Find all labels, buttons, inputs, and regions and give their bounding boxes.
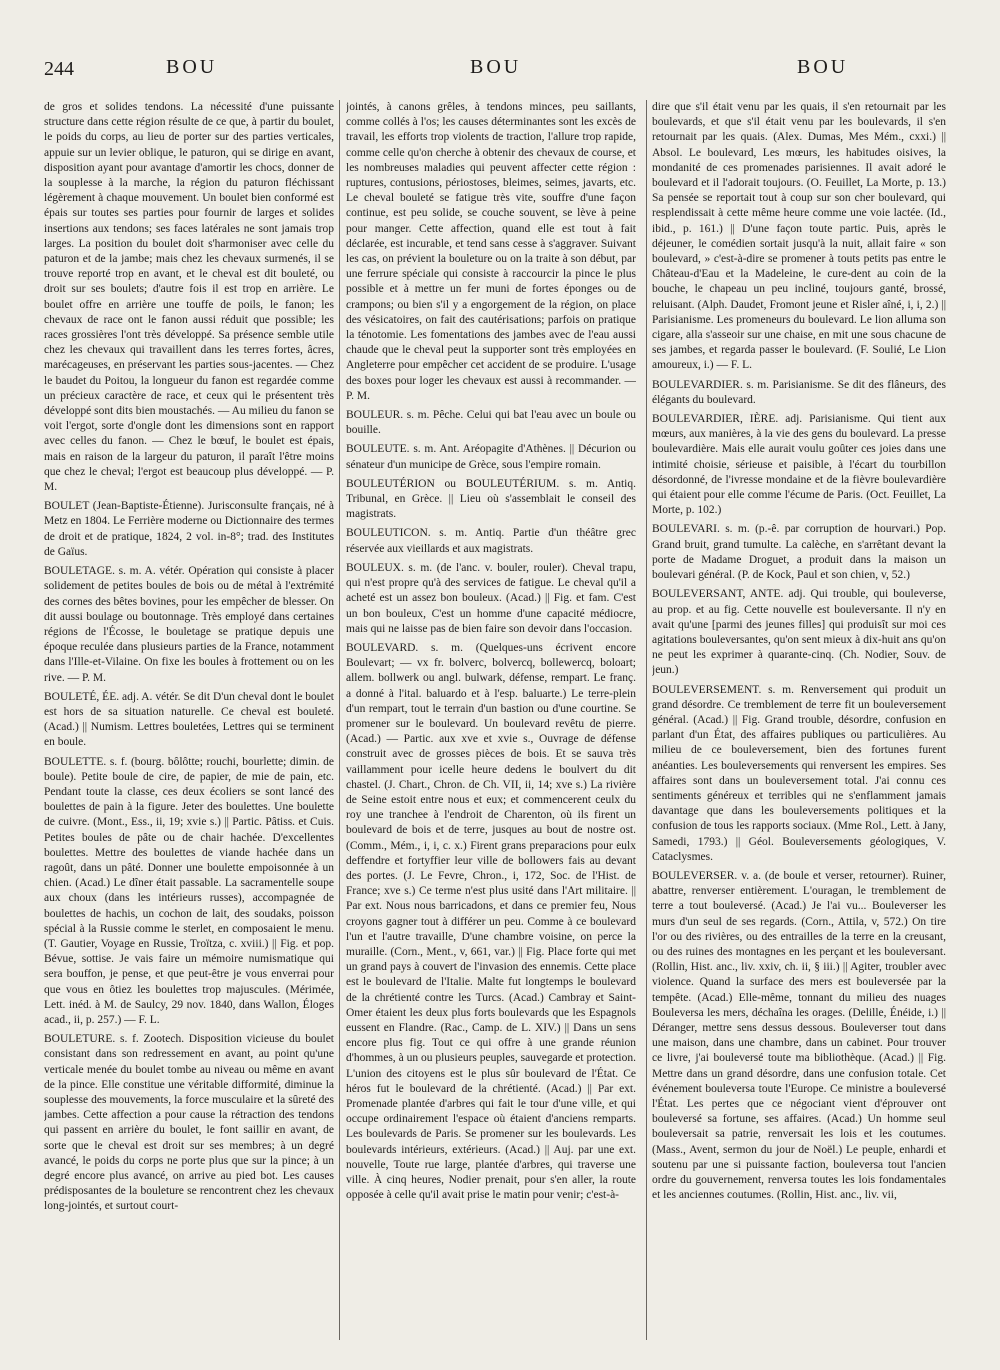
entry-bouleuticon: BOULEUTICON. s. m. Antiq. Partie d'un théâtre grec réservée aux vieillards et aux magistrats. bbox=[346, 527, 636, 555]
entry-bouleute: BOULEUTE. s. m. Ant. Aréopagite d'Athènes. || Décurion ou sénateur d'un municipe de Grèce, sous l'empire romain. bbox=[346, 443, 636, 471]
entry-boulevardier-adj: BOULEVARDIER, IÈRE. adj. Parisianisme. Qui tient aux mœurs, aux manières, à la vie des gens du boulevard. La presse boulevardière. Mais elle aurait voulu goûter ces joies dans une intimité choisie, sérieuse et paisible, à l'écart du tourbillon désordonné, de l'ivresse mondaine et de la fièvre boulevardière qui étaient pour elle comme l'écume de Paris. (Oct. Feuillet, La Morte, p. 102.) bbox=[652, 413, 946, 517]
text-column-2 bbox=[346, 100, 636, 1362]
entry-bouleversant: BOULEVERSANT, ANTE. adj. Qui trouble, qui bouleverse, au prop. et au fig. Cette nouvelle est bouleversante. Il n'y en avait qu'une [parmi des jeunes filles] qui produisît sur moi ces agitations bouleversantes, qu'on sent mieux à dix-huit ans qu'on ne peut les exprimer à quarante-cinq. (Ch. Nodier, Souv. de jeun.) bbox=[652, 588, 946, 677]
entry-boulete: BOULETÉ, ÉE. adj. A. vétér. Se dit D'un cheval dont le boulet est hors de sa situation naturelle. Ce cheval est bouleté. (Acad.) || Numism. Lettres bouletées, Lettres qui se terminent en boule. bbox=[44, 690, 334, 749]
text-column-1 bbox=[44, 100, 334, 1362]
paragraph: jointés, à canons grêles, à tendons minces, peu saillants, comme collés à l'os; les causes déterminantes sont les excès de travail, les efforts trop violents de traction, l'allure trop rapide, comme celle qu'on cherche à obtenir des chevaux de course, et les nombreuses maladies qui peuvent affecter cette région : ruptures, contusions, périostoses, bleimes, seimes, javarts, etc. Le cheval bouleté se fatigue très vite, souffre d'une façon continue, est peu solide, se couche souvent, se lève à peine pour manger. Cette affection, quand elle est tout à fait déclarée, est incurable, et tend sans cesse à s'aggraver. Suivant les cas, on prévient la bouleture ou on la traite à son début, par une ferrure spéciale qui consiste à raccourcir la pince le plus possible et à mettre un fer muni de fortes éponges ou de crampons; ou bien s'il y a engorgement de la région, on place des vésicatoires, on fait des cautérisations; parfois on pratique la ténotomie. Les fomentations des jambes avec de l'eau aussi chaude que le cheval peut la supporter sont très employées en Angleterre pour empêcher cet accident de se produire. L'usage des boxes pour loger les chevaux est aussi à recommander. — P. M. bbox=[346, 101, 636, 402]
running-header bbox=[0, 52, 1000, 92]
column-divider bbox=[646, 100, 647, 1340]
entry-boulette: BOULETTE. s. f. (bourg. bôlôtte; rouchi, bourlette; dimin. de boule). Petite boule de cire, de papier, de mie de pain, etc. Pendant toute la classe, ces deux écoliers se sont lancé des boulettes de pain à la figure. Jeter des boulettes. Une boulette de cuivre. (Mont., Ess., ii, 19; xvie s.) || Partic. Pâtiss. et Cuis. Petites boules de pâte ou de chair hachée. D'excellentes boulettes. Mettre des boulettes de viande hachée dans un ragoût, dans un pâté. Donner une boulette empoisonnée à un chien. (Acad.) Le dîner était passable. La sacramentelle soupe aux choux (dans les intérieurs russes), accompagnée de boulettes de hachis, un cochon de lait, des soudaks, poisson spécial à la Russie comme le sterlet, en composaient le menu. (T. Gautier, Voyage en Russie, Troïtza, c. xviii.) || Fig. et pop. Bévue, sottise. Je vais faire un mémoire numismatique qui sera bouffon, je pense, et que peut-être je vous enverrai pour que vous en ôtiez les boulettes trop majuscules. (Mérimée, Lett. inéd. à M. de Saulcy, 29 nov. 1840, dans Wallon, Éloges acad., ii, p. 257.) — F. L. bbox=[44, 755, 334, 1026]
entry-bouletage: BOULETAGE. s. m. A. vétér. Opération qui consiste à placer solidement de petites boules de bois ou de métal à l'extrémité des cornes des bêtes bovines, pour les empêcher de blesser. On dit aussi boulage ou boutonnage. Très employé dans certaines régions de l'Écosse, le bouletage se pratique depuis une époque reculée dans plusieurs parties de la France, notamment dans l'Ille-et-Vilaine. On fixe les boules à frottement ou on les rive. — P. M. bbox=[44, 565, 334, 684]
entry-boulevardier-sm: BOULEVARDIER. s. m. Parisianisme. Se dit des flâneurs, des élégants du boulevard. bbox=[652, 378, 946, 406]
text-column-3 bbox=[652, 100, 946, 1362]
entry-bouleuterion: BOULEUTÉRION ou BOULEUTÉRIUM. s. m. Antiq. Tribunal, en Grèce. || Lieu où s'assemblait le conseil des magistrats. bbox=[346, 477, 636, 521]
entry-bouleux: BOULEUX. s. m. (de l'anc. v. bouler, rouler). Cheval trapu, qui n'est propre qu'à des services de fatigue. Le cheval qu'il a acheté est un assez bon bouleux. (Acad.) || Fig. et fam. C'est un bon bouleux, C'est un homme d'une capacité médiocre, mais qui ne laisse pas de bien faire son devoir dans l'occasion. bbox=[346, 561, 636, 635]
running-head-center: BOU bbox=[470, 56, 522, 78]
entry-bouleversement: BOULEVERSEMENT. s. m. Renversement qui produit un grand désordre. Ce tremblement de terre fit un bouleversement général. (Acad.) || Fig. Grand trouble, désordre, confusion en parlant d'un État, des affaires publiques ou particulières. Au milieu de ce bouleversement, bien des fortunes furent anéanties. Les bouleversements qui renversent les empires. Ses affaires sont dans un bouleversement total. J'ai connu ces sentiments généreux et terribles qui ne s'enflamment jamais davantage que dans les bouleversements politiques et la confusion de tous les rapports sociaux. (Mme Rol., Lett. à Jany, Samedi, 1793.) || Géol. Bouleversements géologiques, V. Cataclysmes. bbox=[652, 683, 946, 863]
running-head-left: BOU bbox=[166, 56, 218, 78]
entry-bouleur: BOULEUR. s. m. Pêche. Celui qui bat l'eau avec un boule ou bouille. bbox=[346, 409, 636, 437]
column-divider bbox=[339, 100, 340, 1340]
entry-boulet-jb: BOULET (Jean-Baptiste-Étienne). Jurisconsulte français, né à Metz en 1804. Le Ferrière moderne ou Dictionnaire des termes de droit et de pratique, 1824, 2 vol. in-8°; trad. des Institutes de Gaïus. bbox=[44, 500, 334, 558]
paragraph: dire que s'il était venu par les quais, il s'en retournait par les boulevards, et que s'il était venu par les boulevards, il s'en retournait par les quais. (Alex. Dumas, Mes Mém., cxxi.) || Absol. Le boulevard, Les mœurs, les habitudes oisives, la mondanité de ces promenades parisiennes. Il avait adoré le boulevard et il l'adorait toujours. (O. Feuillet, La Morte, p. 13.) Sa pensée se reportait tout à coup sur son cher boulevard, qui resplendissait à cette même heure comme une voie lactée. (Id., ibid., p. 161.) || D'une façon toute partic. Puis, après le déjeuner, le comédien sortait jusqu'à la nuit, allait faire « son boulevard, » c'est-à-dire se promener à touts petits pas entre le Château-d'Eau et la Madeleine, le cure-dent au coin de la bouche, le chapeau un peu incliné, toujours ganté, brossé, reluisant. (Alph. Daudet, Fromont jeune et Risler aîné, i, i, 2.) || Parisianisme. Les promeneurs du boulevard. Le lion alluma son cigare, alla s'asseoir sur une chaise, en mit une sous chacune de ses jambes, et regarda passer le boulevard. (F. Soulié, Le Lion amoureux, i.) — F. L. bbox=[652, 101, 946, 372]
entry-boulevard: BOULEVARD. s. m. (Quelques-uns écrivent encore Boulevart; — vx fr. bolverc, bolvercq, bollewercq, boloart; allem. bollwerk ou angl. bulwark, défense, rempart. Le franç. a donné à l'ital. baluardo et à l'esp. baluarte.) Le terre-plein d'un rempart, tout le terrain d'un bastion ou d'une courtine. Se promener sur le boulevard. Un boulevard revêtu de pierre. (Acad.) — Partic. aux xve et xvie s., Ouvrage de défense construit avec de grosses pièces de bois. Et se sauva très vaillamment pour icelle heure dedens le boulvert du dit chastel. (J. Chart., Chron. de Ch. VII, ii, 14; xve s.) La rivière de Seine estoit entre nous et eux; et commencerent ceulx du roy une tranchee à l'endroit de Charenton, où ils firent un boulevard de bois et de terre, jusques au bout de nostre ost. (Comm., Mém., i, i, c. x.) Firent grans preparacions pour eulx deffendre et fortyffier leur ville de bollowers fais au devant des portes. (J. Le Fevre, Chron., i, 172, Soc. de l'Hist. de France; xve s.) Ce terme n'est plus usité dans l'Art militaire. || Par ext. Nous nous barricadons, et dans ce premier feu, Nous croyons gagner tout à différer un peu. Comme à ce boulevard l'un et l'autre travaille, D'une chambre voisine, on perce la muraille. (Corn., Ment., v, 661, var.) || Fig. Place forte qui met un grand pays à couvert de l'invasion des ennemis. Cette place est le boulevard de l'Italie. Malte fut longtemps le boulevard de la chrétienté contre les Turcs. (Acad.) Cambray et Saint-Omer étaient les deux plus forts boulevards que les Espagnols eussent en Flandre. (Rac., Camp. de L. XIV.) || Dans un sens encore plus fig. Tout ce qui offre à une grande réunion d'hommes, à un ou plusieurs peuples, sauvegarde et protection. L'union des citoyens est le plus sûr boulevard de l'État. Ce héros fut le boulevard de la chrétienté. (Acad.) || Par ext. Promenade plantée d'arbres qui fait le tour d'une ville, et qui occupe ordinairement l'espace où étaient d'anciens remparts. Les boulevards de Paris. Se promener sur les boulevards. Les boulevards intérieurs, extérieurs. (Acad.) || Auj. par une ext. nouvelle, Toute rue large, plantée d'arbres, qui traverse une ville. À cinq heures, Nodier prenait, pour s'en aller, la route opposée à celle qu'il avait prise le matin pour venir; c'est-à- bbox=[346, 641, 636, 1202]
paragraph: de gros et solides tendons. La nécessité d'une puissante structure dans cette région résulte de ce que, à partir du boulet, le poids du corps, au lieu de porter sur des parties verticales, appuie sur un levier oblique, le paturon, qui se dirige en avant, disposition ayant pour avantage d'amortir les chocs, donner de la souplesse à la marche, la région du paturon fléchissant légèrement à chaque mouvement. Un boulet bien conformé est épais sur toutes ses parties pour fournir de larges et solides insertions aux tendons; ses faces latérales ne sont jamais trop larges. La position du boulet doit s'harmoniser avec celle du paturon et de la jambe; mais chez les chevaux surmenés, il se trouve reporté trop en avant, et le cheval est dit bouleté, ou droit sur ses boulets; d'autre fois il est trop en arrière. Le boulet offre en arrière une touffe de poils, le fanon; les chevaux de race ont le fanon aussi réduit que possible; les races grossières l'ont très développé. Sa présence semble utile chez les chevaux qui travaillent dans les terres fortes, âcres, marécageuses, en préservant les parties sous-jacentes. — Chez le baudet du Poitou, la longueur du fanon est regardée comme un précieux caractère de race, et ceux qui le présentent très développé sont dits bien moustachés. — Au milieu du fanon se voit l'ergot, sorte d'ongle dont les dimensions sont en rapport avec celles du fanon. — Chez le bœuf, le boulet est épais, mais en raison de la largeur du paturon, il paraît l'être moins que chez le cheval; l'ergot est beaucoup plus développé. — P. M. bbox=[44, 101, 334, 494]
page-number: 244 bbox=[44, 58, 74, 80]
entry-bouleture: BOULETURE. s. f. Zootech. Disposition vicieuse du boulet consistant dans son redressement en avant, au point qu'une verticale menée du boulet tombe au niveau ou même en avant de la pince. Elle constitue une véritable difformité, diminue la souplesse des mouvements, la force musculaire et la sûreté des jambes. Cette affection a pour cause la rétraction des tendons qui passent en arrière du boulet, le font saillir en avant, de sorte que le cheval est droit sur ses membres; à un degré avancé, le poids du corps ne porte plus que sur la pince; à un degré encore plus avancé, on arrive au pied bot. Les causes prédisposantes de la bouleture se rencontrent chez les chevaux long-jointés, et surtout court- bbox=[44, 1033, 334, 1213]
entry-bouleverser: BOULEVERSER. v. a. (de boule et verser, retourner). Ruiner, abattre, renverser entièrement. L'ouragan, le tremblement de terre a tout bouleversé. (Acad.) Je l'ai vu... Bouleverser les murs d'un seul de ses regards. (Corn., Attila, v, 572.) On tire l'or ou des rivières, ou des entrailles de la terre en la creusant, ou des ruines des montagnes en les perçant et les bouleversant. (Rollin, Hist. anc., liv. xxiv, ch. ii, § iii.) || Agiter, troubler avec violence. Quand la surface des mers est bouleversée par la tempête. (Acad.) Elle-même, tonnant du milieu des nuages Bouleversa les mers, déchaîna les orages. (Delille, Énéide, i.) || Déranger, mettre sens dessus dessous. Bouleverser tout dans une maison, dans une chambre, dans un cabinet. Pour trouver ce livre, j'ai bouleversé toute ma bibliothèque. (Acad.) || Fig. Mettre dans un grand désordre, dans une confusion totale. Cet événement bouleversa toute l'Europe. Ce ministre a bouleversé l'État. Les pertes que ce négociant vient d'éprouver ont bouleversé sa fortune, ses affaires. (Acad.) Un homme seul bouleversait sa patrie, renversait les lois et les coutumes. (Mass., Avent, sermon du jour de Noël.) Le peuple, enhardi et soutenu par une si puissante faction, bouleversa tout l'ancien ordre du gouvernement, renversa toutes les lois fondamentales et les anciennes coutumes. (Rollin, Hist. anc., liv. vii, bbox=[652, 869, 946, 1202]
running-head-right: BOU bbox=[797, 56, 849, 78]
entry-boulevari: BOULEVARI. s. m. (p.-ê. par corruption de hourvari.) Pop. Grand bruit, grand tumulte. La calèche, en s'arrêtant devant la porte de Madame Droguet, a produit dans la maison un boulevari général. (P. de Kock, Paul et son chien, v, 52.) bbox=[652, 523, 946, 582]
